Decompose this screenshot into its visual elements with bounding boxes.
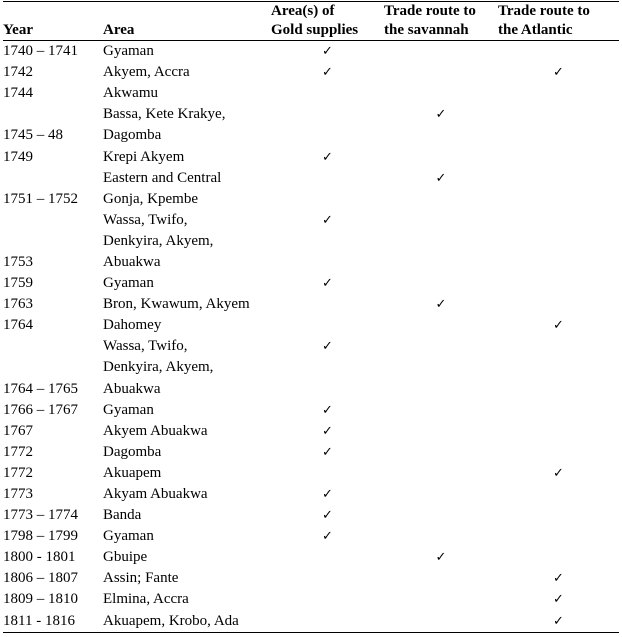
header-savannah-line-1: Trade route to: [384, 3, 476, 19]
cell-area: Gyaman: [103, 528, 154, 545]
cell-area: Assin; Fante: [103, 570, 179, 587]
cell-savannah: [384, 379, 498, 400]
cell-savannah: [384, 442, 498, 463]
check-mark-icon: ✓: [435, 297, 447, 313]
cell-gold: [271, 526, 384, 547]
check-mark-icon: ✓: [435, 107, 447, 123]
cell-savannah: [384, 252, 498, 273]
cell-gold: [271, 294, 384, 315]
check-mark-icon: ✓: [322, 65, 333, 81]
table-row: [3, 568, 619, 589]
cell-gold: [271, 547, 384, 568]
cell-year: 1764 – 1765: [3, 380, 78, 397]
cell-area: Krepi Akyem: [103, 148, 185, 165]
cell-savannah: [384, 273, 498, 294]
cell-atlantic: [498, 210, 619, 231]
cell-gold: [271, 379, 384, 400]
table-row: [3, 526, 619, 547]
table-row: [3, 463, 619, 484]
cell-area: Akwamu: [103, 85, 158, 102]
cell-area: Akyem Abuakwa: [103, 422, 208, 439]
table-row: [3, 442, 619, 463]
cell-gold: [271, 146, 384, 167]
header-gold-supplies: [271, 2, 384, 41]
check-mark-icon: ✓: [322, 276, 333, 292]
cell-area: Bron, Kwawum, Akyem: [103, 296, 250, 313]
cell-gold: [271, 41, 384, 63]
cell-area: Dagomba: [103, 127, 162, 144]
cell-atlantic: [498, 62, 619, 83]
cell-year: 1740 – 1741: [3, 43, 78, 60]
check-mark-icon: ✓: [322, 44, 333, 60]
cell-atlantic: [498, 568, 619, 589]
cell-year: 1773 – 1774: [3, 507, 78, 524]
cell-savannah: [384, 568, 498, 589]
cell-gold: [271, 83, 384, 104]
cell-atlantic: [498, 83, 619, 104]
table-row: [3, 252, 619, 273]
cell-atlantic: [498, 611, 619, 633]
check-mark-icon: ✓: [322, 487, 333, 503]
table-row: [3, 83, 619, 104]
cell-year: 1749: [3, 148, 33, 165]
cell-atlantic: [498, 294, 619, 315]
cell-atlantic: [498, 421, 619, 442]
cell-savannah: [384, 505, 498, 526]
cell-area: Wassa, Twifo,: [103, 338, 188, 355]
cell-year: 1763: [3, 296, 33, 313]
cell-gold: [271, 252, 384, 273]
table-row: [3, 104, 619, 125]
cell-atlantic: [498, 505, 619, 526]
cell-year: 1745 – 48: [3, 127, 63, 144]
cell-gold: [271, 315, 384, 336]
table-row: [3, 400, 619, 421]
check-mark-icon: ✓: [435, 550, 447, 566]
cell-year: 1773: [3, 486, 33, 503]
cell-year: 1759: [3, 275, 33, 292]
check-mark-icon: ✓: [322, 339, 333, 355]
cell-gold: [271, 484, 384, 505]
cell-year: 1798 – 1799: [3, 528, 78, 545]
table-row: [3, 41, 619, 63]
header-area: Area: [103, 2, 271, 41]
cell-gold: [271, 62, 384, 83]
table-row: [3, 379, 619, 400]
cell-area: Gyaman: [103, 401, 154, 418]
cell-savannah: [384, 484, 498, 505]
cell-atlantic: [498, 547, 619, 568]
cell-savannah: [384, 62, 498, 83]
table-row: [3, 505, 619, 526]
table-header: [3, 2, 619, 41]
cell-year: 1811 - 1816: [3, 611, 103, 633]
cell-year: [3, 210, 103, 231]
cell-gold: [271, 231, 384, 252]
cell-area: Dahomey: [103, 317, 162, 334]
cell-atlantic: [498, 168, 619, 189]
check-mark-icon: ✓: [553, 592, 564, 608]
cell-gold: [271, 189, 384, 210]
cell-atlantic: [498, 104, 619, 125]
header-savannah-line-2: the savannah: [384, 22, 469, 38]
table-row: [3, 125, 619, 146]
table-row: [3, 484, 619, 505]
cell-savannah: [384, 400, 498, 421]
table-row: [3, 189, 619, 210]
cell-area: Akyem, Accra: [103, 64, 190, 81]
cell-gold: [271, 125, 384, 146]
cell-gold: [271, 400, 384, 421]
table-row: [3, 168, 619, 189]
header-atlantic-route: [498, 2, 619, 41]
cell-atlantic: [498, 252, 619, 273]
cell-area: Gonja, Kpembe: [103, 190, 198, 207]
cell-atlantic: [498, 231, 619, 252]
check-mark-icon: ✓: [322, 212, 333, 228]
cell-area: Abuakwa: [103, 380, 161, 397]
check-mark-icon: ✓: [435, 170, 447, 186]
cell-area: Gyaman: [103, 43, 154, 60]
cell-savannah: [384, 547, 498, 568]
header-year: Year: [3, 2, 103, 41]
check-mark-icon: ✓: [322, 402, 333, 418]
cell-area: Dagomba: [103, 443, 162, 460]
cell-gold: [271, 104, 384, 125]
check-mark-icon: ✓: [322, 444, 333, 460]
header-row: [3, 2, 619, 41]
cell-area: Akuapem: [103, 464, 162, 481]
cell-gold: [271, 357, 384, 378]
cell-atlantic: [498, 146, 619, 167]
cell-savannah: [384, 146, 498, 167]
check-mark-icon: ✓: [322, 529, 333, 545]
cell-atlantic: [498, 41, 619, 63]
cell-year: 1809 – 1810: [3, 591, 78, 608]
table-row: [3, 146, 619, 167]
cell-gold: [271, 463, 384, 484]
cell-savannah: [384, 357, 498, 378]
header-gold-line-1: Area(s) of: [271, 3, 335, 19]
cell-gold: [271, 210, 384, 231]
cell-atlantic: [498, 315, 619, 336]
cell-atlantic: [498, 379, 619, 400]
table-row: [3, 315, 619, 336]
cell-year: 1772: [3, 464, 33, 481]
check-mark-icon: ✓: [553, 571, 564, 587]
table-row: [3, 336, 619, 357]
cell-atlantic: [498, 589, 619, 610]
header-savannah-route: [384, 2, 498, 41]
cell-gold: [271, 273, 384, 294]
cell-year: 1742: [3, 64, 33, 81]
check-mark-icon: ✓: [553, 65, 564, 81]
cell-year: [3, 357, 103, 378]
cell-year: 1753: [3, 253, 33, 270]
cell-year: 1772: [3, 443, 33, 460]
cell-atlantic: [498, 484, 619, 505]
table-row: [3, 294, 619, 315]
header-gold-line-2: Gold supplies: [271, 22, 359, 38]
cell-savannah: [384, 231, 498, 252]
cell-area: Denkyira, Akyem,: [103, 232, 214, 249]
cell-savannah: [384, 421, 498, 442]
table-row: [3, 273, 619, 294]
cell-area: Abuakwa: [103, 253, 161, 270]
cell-year: [3, 336, 103, 357]
cell-area: Akuapem, Krobo, Ada: [103, 611, 271, 633]
cell-savannah: [384, 210, 498, 231]
cell-savannah: [384, 125, 498, 146]
check-mark-icon: ✓: [322, 423, 333, 439]
table-body: [3, 41, 619, 633]
table-row: [3, 421, 619, 442]
cell-atlantic: [498, 189, 619, 210]
header-atlantic-line-2: the Atlantic: [498, 22, 573, 38]
trade-table: [3, 1, 619, 633]
cell-atlantic: [498, 336, 619, 357]
cell-gold: [271, 568, 384, 589]
cell-savannah: [384, 526, 498, 547]
cell-atlantic: [498, 463, 619, 484]
table-row: [3, 62, 619, 83]
cell-area: Gbuipe: [103, 549, 148, 566]
cell-gold: [271, 168, 384, 189]
table-row: [3, 547, 619, 568]
cell-gold: [271, 505, 384, 526]
cell-savannah: [384, 168, 498, 189]
cell-area: Akyam Abuakwa: [103, 486, 208, 503]
cell-year: 1744: [3, 85, 33, 102]
table-row: [3, 589, 619, 610]
table-row: [3, 611, 619, 633]
cell-gold: [271, 336, 384, 357]
cell-area: Wassa, Twifo,: [103, 211, 188, 228]
check-mark-icon: ✓: [553, 318, 564, 334]
cell-savannah: [384, 611, 498, 633]
cell-savannah: [384, 83, 498, 104]
cell-year: 1766 – 1767: [3, 401, 78, 418]
table-row: [3, 357, 619, 378]
table-row: [3, 210, 619, 231]
cell-area: Bassa, Kete Krakye,: [103, 106, 226, 123]
cell-area: Gyaman: [103, 275, 154, 292]
cell-savannah: [384, 315, 498, 336]
cell-year: 1767: [3, 422, 33, 439]
cell-gold: [271, 589, 384, 610]
cell-year: 1764: [3, 317, 33, 334]
cell-gold: [271, 442, 384, 463]
check-mark-icon: ✓: [322, 508, 333, 524]
header-atlantic-line-1: Trade route to: [498, 3, 590, 19]
cell-savannah: [384, 589, 498, 610]
cell-atlantic: [498, 442, 619, 463]
cell-area: Banda: [103, 507, 142, 524]
cell-year: 1800 - 1801: [3, 549, 76, 566]
cell-savannah: [384, 463, 498, 484]
cell-year: [3, 168, 103, 189]
cell-atlantic: [498, 273, 619, 294]
cell-year: 1751 – 1752: [3, 190, 78, 207]
table-row: [3, 231, 619, 252]
cell-savannah: [384, 294, 498, 315]
cell-savannah: [384, 189, 498, 210]
cell-area: Denkyira, Akyem,: [103, 359, 214, 376]
cell-atlantic: [498, 357, 619, 378]
cell-gold: [271, 421, 384, 442]
cell-gold: [271, 611, 384, 633]
cell-year: 1806 – 1807: [3, 570, 78, 587]
cell-atlantic: [498, 125, 619, 146]
cell-savannah: [384, 104, 498, 125]
cell-area: Eastern and Central: [103, 169, 222, 186]
cell-year: [3, 231, 103, 252]
cell-atlantic: [498, 526, 619, 547]
cell-savannah: [384, 41, 498, 63]
check-mark-icon: ✓: [322, 149, 333, 165]
cell-savannah: [384, 336, 498, 357]
check-mark-icon: ✓: [553, 465, 564, 481]
cell-area: Elmina, Accra: [103, 591, 189, 608]
check-mark-icon: ✓: [553, 613, 564, 629]
cell-year: [3, 104, 103, 125]
cell-atlantic: [498, 400, 619, 421]
